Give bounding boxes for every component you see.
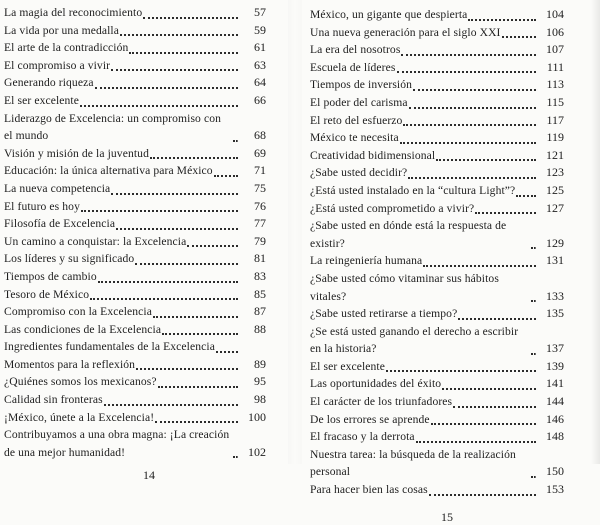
dot-leader (531, 300, 536, 302)
toc-entry (4, 180, 266, 198)
toc-entry (310, 200, 564, 218)
dot-leader (531, 476, 536, 478)
toc-entry-title: Ingredientes fundamentales de la Excelencia (4, 340, 215, 354)
dot-leader (531, 353, 536, 355)
toc-entry-page-number: 102 (248, 444, 266, 459)
dot-leader (453, 406, 536, 408)
dot-leader (408, 177, 536, 179)
dot-leader (111, 69, 238, 71)
toc-entry-page-number: 113 (546, 77, 564, 92)
dot-leader (531, 247, 536, 249)
toc-entry-title: Escuela de líderes (310, 60, 396, 74)
toc-entry (4, 198, 266, 216)
toc-entry (4, 39, 266, 57)
dot-leader (136, 368, 238, 370)
toc-entry-page-number: 100 (248, 409, 266, 424)
toc-entry-page-number: 148 (546, 429, 564, 444)
dot-leader (400, 142, 536, 144)
toc-entry-title: De los errores se aprende (310, 412, 430, 426)
toc-entry-page-number: 141 (546, 376, 564, 391)
toc-entry-page-number: 77 (254, 216, 266, 231)
toc-entry (4, 426, 266, 461)
toc-entry-title: Los líderes y su significado (4, 252, 135, 266)
toc-entry-page-number: 123 (546, 165, 564, 180)
toc-entry-title: ¿Está usted instalado en la “cultura Light”? (310, 183, 516, 197)
toc-entry-title: ¿Se está usted ganando el derecho a escribir en la historia? (310, 324, 519, 356)
toc-entry-page-number: 127 (546, 200, 564, 215)
dot-leader (162, 333, 238, 335)
scan-edge-shading (591, 0, 600, 464)
dot-leader (233, 140, 238, 142)
toc-entry-page-number: 76 (254, 198, 266, 213)
toc-entry (310, 6, 564, 24)
toc-entry-page-number: 150 (546, 464, 564, 479)
toc-entry-page-number: 88 (254, 321, 266, 336)
toc-entry-page-number: 68 (254, 128, 266, 143)
dot-leader (502, 36, 536, 38)
toc-entry (310, 270, 564, 305)
toc-entry-title: ¿Sabe usted decidir? (310, 166, 408, 180)
toc-entry-title: La reingeniería humana (310, 254, 423, 268)
toc-entry-title: México te necesita (310, 131, 399, 145)
dot-leader (458, 318, 536, 320)
toc-entry (310, 24, 564, 42)
toc-entry (310, 41, 564, 59)
dot-leader (129, 52, 238, 54)
toc-entry (4, 145, 266, 163)
toc-entry (4, 74, 266, 92)
toc-entry (4, 92, 266, 110)
toc-entry-title: El carácter de los triunfadores (310, 395, 453, 409)
toc-entry-title: Contribuyamos a una obra magna: ¡La creación de una mejor humanidad! (4, 428, 230, 459)
toc-entry-title: Momentos para la reflexión (4, 357, 136, 371)
toc-entry-title: El poder del carisma (310, 95, 408, 109)
toc-entry (310, 481, 564, 499)
toc-entry-page-number: 85 (254, 286, 266, 301)
toc-entry (4, 110, 266, 145)
toc-entry (310, 94, 564, 112)
dot-leader (143, 17, 238, 19)
toc-entry-page-number: 107 (546, 42, 564, 57)
toc-entry (310, 112, 564, 130)
dot-leader (429, 494, 536, 496)
toc-entry-title: Un camino a conquistar: la Excelencia (4, 234, 187, 248)
dot-leader (413, 89, 536, 91)
dot-leader (187, 245, 238, 247)
toc-entry (310, 358, 564, 376)
toc-entry (4, 250, 266, 268)
toc-entry (4, 233, 266, 251)
toc-entry-title: La nueva competencia (4, 181, 111, 195)
dot-leader (516, 195, 536, 197)
toc-entry (310, 252, 564, 270)
toc-entry-page-number: 95 (254, 374, 266, 389)
dot-leader (98, 281, 238, 283)
toc-entry-title: Liderazgo de Excelencia: un compromiso con el mundo (4, 111, 221, 143)
toc-page-left (4, 0, 266, 483)
toc-page-right (310, 0, 564, 525)
dot-leader (116, 228, 238, 230)
toc-entry-title: La magia del reconocimiento (4, 6, 143, 19)
toc-entry-title: ¿Sabe usted en dónde está la respuesta de existir? (310, 219, 507, 250)
toc-entry (4, 321, 266, 339)
toc-entry-page-number: 121 (546, 147, 564, 162)
dot-leader (111, 193, 238, 195)
toc-entry-page-number: 61 (254, 40, 266, 55)
toc-entry-title: México, un gigante que despierta (310, 8, 468, 21)
toc-entry-page-number: 59 (254, 22, 266, 37)
toc-entry-page-number: 144 (546, 394, 564, 409)
toc-entry-page-number: 111 (546, 59, 564, 74)
toc-entry-title: Visión y misión de la juventud (4, 146, 149, 160)
toc-entry (4, 409, 266, 427)
dot-leader (120, 34, 238, 36)
toc-entry-page-number: 75 (254, 180, 266, 195)
dot-leader (233, 456, 238, 458)
toc-entry (310, 59, 564, 77)
toc-entry-title: El reto del esfuerzo (310, 113, 403, 127)
dot-leader (216, 351, 238, 353)
page-gutter-shading (288, 0, 302, 464)
dot-leader (158, 386, 238, 388)
toc-entry-page-number: 87 (254, 304, 266, 319)
toc-entry-title: El compromiso a vivir (4, 58, 111, 72)
toc-entry-page-number: 146 (546, 411, 564, 426)
toc-entry-page-number: 57 (254, 5, 266, 19)
toc-entry-title: Nuestra tarea: la búsqueda de la realización personal (310, 447, 516, 479)
dot-leader (80, 105, 238, 107)
toc-entry-title: El arte de la contradicción (4, 41, 129, 55)
toc-entry (310, 393, 564, 411)
toc-entry-title: ¿Sabe usted retirarse a tiempo? (310, 307, 458, 321)
toc-entry (310, 411, 564, 429)
page-number-right: 15 (441, 509, 453, 524)
toc-entry (310, 129, 564, 147)
dot-leader (423, 265, 536, 267)
toc-entry-page-number: 119 (546, 130, 564, 145)
toc-entry-title: Creatividad bidimensional (310, 148, 436, 162)
toc-entry-title: ¿Está usted comprometido a vivir? (310, 201, 475, 215)
toc-entry-page-number: 89 (254, 356, 266, 371)
dot-leader (150, 157, 238, 159)
toc-entry-list-left (4, 4, 266, 461)
dot-leader (135, 263, 238, 265)
toc-entry (310, 76, 564, 94)
toc-entry-page-number: 117 (546, 112, 564, 127)
toc-entry-title: El fracaso y la derrota (310, 430, 415, 444)
toc-entry-page-number: 69 (254, 145, 266, 160)
toc-entry (310, 375, 564, 393)
toc-entry-page-number: 104 (546, 7, 564, 21)
toc-entry-title: ¡México, únete a la Excelencia! (4, 410, 155, 424)
toc-entry-title: El futuro es hoy (4, 199, 80, 213)
toc-entry-title: La vida por una medalla (4, 23, 119, 37)
toc-entry (4, 391, 266, 409)
dot-leader (431, 423, 536, 425)
toc-entry (4, 373, 266, 391)
toc-entry-title: Para hacer bien las cosas (310, 483, 428, 497)
toc-entry-page-number: 153 (546, 482, 564, 497)
toc-entry (310, 147, 564, 165)
toc-entry-page-number: 98 (254, 392, 266, 407)
toc-entry-page-number: 64 (254, 75, 266, 90)
toc-entry-title: Una nueva generación para el siglo XXI (310, 25, 501, 39)
dot-leader (475, 212, 536, 214)
dot-leader (403, 124, 536, 126)
dot-leader (90, 298, 238, 300)
toc-entry-page-number: 83 (254, 268, 266, 283)
dot-leader (153, 316, 238, 318)
toc-entry-title: Tiempos de cambio (4, 269, 97, 283)
toc-entry (310, 164, 564, 182)
toc-entry-title: Educación: la única alternativa para México (4, 164, 213, 178)
toc-entry-title: Las condiciones de la Excelencia (4, 322, 162, 336)
toc-entry-title: Las oportunidades del éxito (310, 377, 442, 391)
toc-entry (4, 4, 266, 22)
dot-leader (468, 19, 536, 21)
toc-entry (4, 215, 266, 233)
toc-entry-page-number: 106 (546, 24, 564, 39)
toc-entry (310, 305, 564, 323)
toc-entry-page-number: 79 (254, 233, 266, 248)
toc-entry-title: El ser excelente (310, 359, 385, 373)
toc-entry (4, 338, 266, 356)
toc-entry (4, 57, 266, 75)
toc-entry (310, 428, 564, 446)
toc-entry-title: Compromiso con la Excelencia (4, 305, 152, 319)
toc-entry (4, 286, 266, 304)
toc-entry-page-number: 133 (546, 288, 564, 303)
dot-leader (409, 107, 536, 109)
toc-entry-title: Tesoro de México (4, 287, 90, 301)
toc-entry-title: Filosofía de Excelencia (4, 217, 116, 231)
toc-entry (4, 268, 266, 286)
toc-entry-title: ¿Sabe usted cómo vitaminar sus hábitos vitales? (310, 271, 499, 303)
toc-entry-page-number: 137 (546, 341, 564, 356)
toc-entry-page-number: 63 (254, 57, 266, 72)
toc-entry-title: Generando riqueza (4, 76, 94, 90)
toc-entry (310, 182, 564, 200)
toc-entry-list-right (310, 6, 564, 499)
dot-leader (436, 159, 536, 161)
toc-entry-page-number: 81 (254, 251, 266, 266)
toc-entry (4, 356, 266, 374)
dot-leader (104, 404, 238, 406)
toc-entry (310, 217, 564, 252)
toc-entry-title: Tiempos de inversión (310, 78, 413, 92)
dot-leader (155, 421, 238, 423)
dot-leader (214, 175, 238, 177)
toc-entry (4, 303, 266, 321)
toc-entry-page-number: 135 (546, 306, 564, 321)
dot-leader (416, 441, 536, 443)
toc-entry-page-number: 129 (546, 235, 564, 250)
toc-entry-title: Calidad sin fronteras (4, 393, 103, 407)
toc-entry-title: El ser excelente (4, 93, 79, 107)
toc-entry-page-number: 131 (546, 253, 564, 268)
dot-leader (397, 71, 537, 73)
dot-leader (442, 388, 536, 390)
toc-entry-title: La era del nosotros (310, 43, 401, 57)
dot-leader (81, 210, 238, 212)
toc-entry (4, 162, 266, 180)
toc-entry (310, 323, 564, 358)
page-number-left: 14 (143, 468, 155, 483)
toc-entry (310, 446, 564, 481)
toc-entry (4, 22, 266, 40)
dot-leader (401, 54, 536, 56)
toc-entry-page-number: 71 (254, 163, 266, 178)
toc-entry-page-number: 115 (546, 94, 564, 109)
toc-entry-page-number: 139 (546, 358, 564, 373)
toc-entry-title: ¿Quiénes somos los mexicanos? (4, 375, 157, 389)
toc-entry-page-number: 66 (254, 92, 266, 107)
dot-leader (95, 87, 238, 89)
toc-entry-page-number: 125 (546, 182, 564, 197)
dot-leader (386, 370, 536, 372)
